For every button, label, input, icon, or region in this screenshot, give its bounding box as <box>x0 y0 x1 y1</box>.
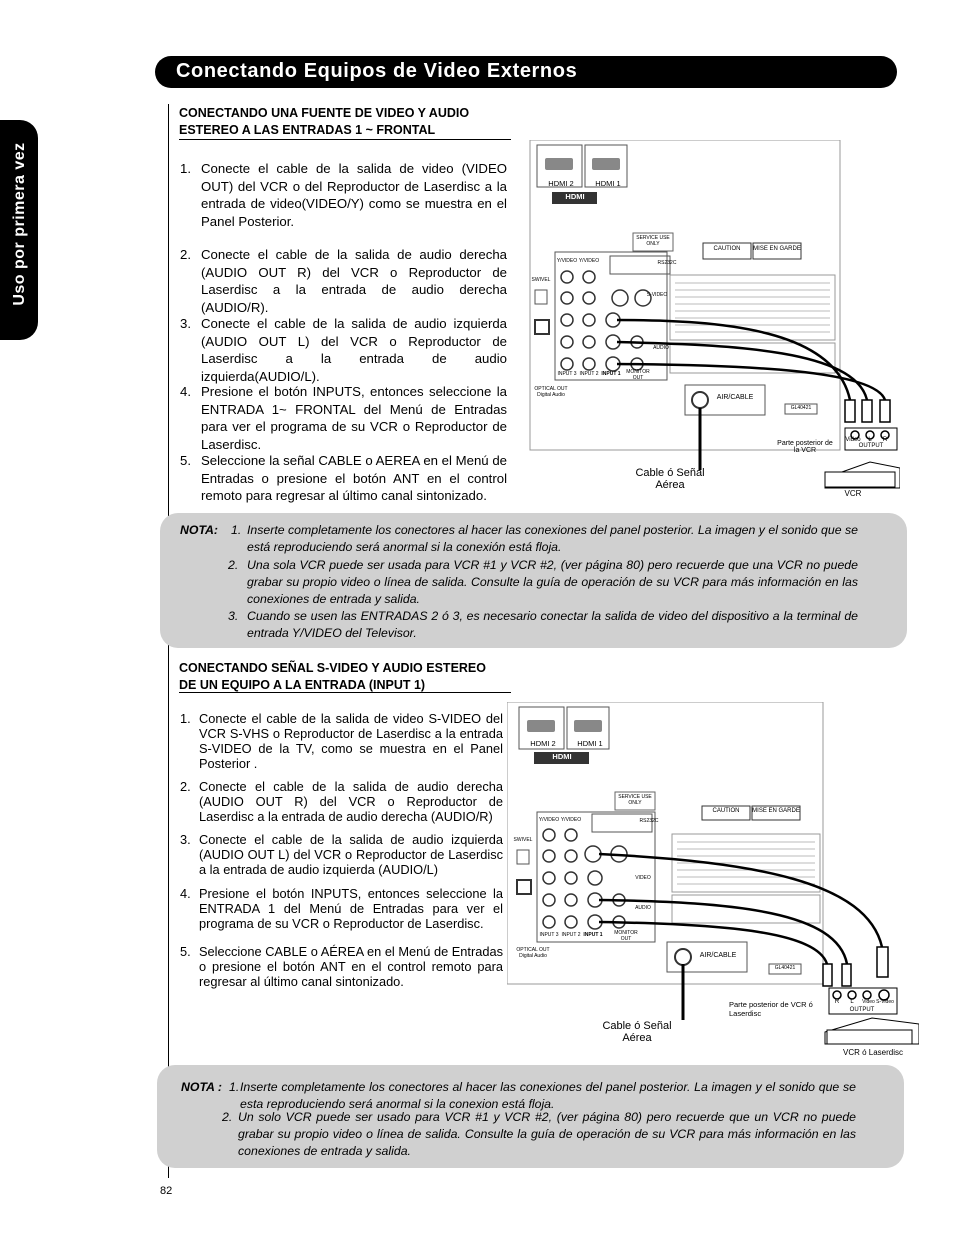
diagram2-digital-audio-label: Digital Audio <box>519 953 547 959</box>
diagram1-yvideo1-label: Y/VIDEO <box>556 258 578 264</box>
diagram2-input2-label: INPUT 2 <box>561 932 581 938</box>
diagram2-rs232-label: RS232C <box>639 818 659 824</box>
page-number: 82 <box>160 1185 173 1197</box>
diagram2-vcr-ld-label: VCR ó Laserdisc <box>842 1048 904 1057</box>
diagram1-model-label: GL40421 <box>790 405 812 411</box>
step-text: Presione el botón INPUTS, entonces seleccione la ENTRADA 1 del Menú de Entradas para ver el programa de su VCR o Reproductor de Laserdisc. <box>199 886 503 931</box>
connection-diagram-1 <box>525 140 900 510</box>
side-tab-label: Uso por primera vez <box>11 142 28 306</box>
diagram1-monitor-out-label: MONITOR OUT <box>626 369 650 381</box>
diagram2-ld-svideo-label: Video S-Video <box>862 999 894 1005</box>
note1-item3-text: Cuando se usen las ENTRADAS 2 ó 3, es necesario conectar la salida de video del dispositivo a la terminal de entrada Y/VIDEO del Televisor. <box>247 609 858 640</box>
diagram2-model-label: GL40421 <box>774 965 796 971</box>
diagram2-swivel-label: SWIVEL <box>513 837 533 843</box>
diagram1-rs232-label: RS232C <box>657 260 677 266</box>
diagram2-ld-r-label: R <box>834 999 840 1005</box>
diagram1-vcr-rear-label: Parte posterior de la VCR <box>777 440 833 454</box>
diagram2-yvideo2-label: Y/VIDEO <box>560 817 582 823</box>
section1-steps <box>180 160 508 510</box>
note1-item3-num: 3. <box>228 609 239 623</box>
diagram1-input3-label: INPUT 3 <box>557 371 577 377</box>
step-text: Conecte el cable de la salida de audio izquierda (AUDIO OUT L) del VCR o Reproductor de Laserdisc a la entrada de audio izquierda (AUDIO/L) <box>199 832 503 877</box>
diagram2-ld-rear-label: Parte posterior de VCR ó Laserdisc <box>729 1000 813 1018</box>
diagram2-video-label: VIDEO <box>635 875 651 881</box>
step-text: Seleccione la señal CABLE o AEREA en el Menú de Entradas o presione el botón ANT en el control remoto para regresar al último canal sintonizado. <box>201 453 507 503</box>
note1-item2-text: Una sola VCR puede ser usada para VCR #1 y VCR #2, (ver página 80) pero recuerde que una VCR no puede grabar su propio video o línea de salida. Consulte la guía de operación de su VCR para más información en las conexiones de entrada y salida. <box>247 558 858 606</box>
note1-item2-num: 2. <box>228 558 239 572</box>
diagram1-input2-label: INPUT 2 <box>579 371 599 377</box>
diagram1-audio-label: AUDIO <box>653 345 669 351</box>
page-title: Conectando Equipos de Video Externos <box>176 60 578 82</box>
step-number: 1. <box>180 711 191 726</box>
diagram1-mise-label: MISE EN GARDE <box>753 246 801 252</box>
note2-label: NOTA : <box>181 1080 222 1094</box>
diagram1-vcr-label: VCR <box>844 489 862 498</box>
diagram1-air-cable-label: AIR/CABLE <box>716 394 754 401</box>
diagram2-optical-label: OPTICAL OUT <box>516 947 550 953</box>
diagram1-cable-label: Cable ó Señal Aérea <box>635 467 705 491</box>
step-number: 4. <box>180 886 191 901</box>
diagram2-input1-label: INPUT 1 <box>583 932 603 938</box>
diagram2-mise-label: MISE EN GARDE <box>752 808 800 814</box>
step-text: Conecte el cable de la salida de video S-VIDEO del VCR S-VHS o Reproductor de Laserdisc a la entrada S-VIDEO de la TV, como se muestra en el Panel Posterior . <box>199 711 503 771</box>
section2-title-rule <box>179 692 511 693</box>
step-number: 3. <box>180 832 191 847</box>
step-text: Seleccione CABLE o AÉREA en el Menú de Entradas o presione el botón ANT en el control remoto para regresar al último canal sintonizado. <box>199 944 503 989</box>
diagram2-ld-l-label: L <box>850 999 854 1005</box>
note1-item1-text: Inserte completamente los conectores al hacer las conexiones del panel posterior. La imagen y el sonido que se está reproduciendo será anormal si la conexión está floja. <box>247 523 858 554</box>
section2-steps <box>180 711 504 1001</box>
note2-item1-num: 1. <box>229 1080 240 1094</box>
diagram1-hdmi2-label: HDMI 2 <box>548 179 574 188</box>
step-number: 5. <box>180 944 191 959</box>
diagram2-air-cable-label: AIR/CABLE <box>699 952 737 959</box>
section1-title-rule <box>179 139 511 140</box>
step-text: Conecte el cable de la salida de audio derecha (AUDIO OUT R) del VCR o Reproductor de Laserdisc a la entrada de audio derecha (AUDIO/R) <box>199 779 503 824</box>
note2-item1-text: Inserte completamente los conectores al hacer las conexiones del panel posterior. La imagen y el sonido que se esta reproduciendo será anormal si la conexion está floja. <box>240 1080 856 1111</box>
diagram1-vcr-l-label: L <box>868 437 872 443</box>
diagram2-cable-label: Cable ó Señal Aérea <box>602 1020 672 1044</box>
diagram1-swivel-label: SWIVEL <box>531 277 551 283</box>
step-text: Conecte el cable de la salida de video (VIDEO OUT) del VCR o del Reproductor de Laserdisc a la entrada de video(VIDEO/Y) como se muestra en el Panel Posterior. <box>201 161 507 229</box>
step-text: Conecte el cable de la salida de audio derecha (AUDIO OUT R) del VCR o Reproductor de Laserdisc a la entrada de audio derecha (AUDIO/R). <box>201 247 507 315</box>
diagram1-input1-label: INPUT 1 <box>601 371 621 377</box>
step-number: 2. <box>180 779 191 794</box>
step-text: Presione el botón INPUTS, entonces seleccione la ENTRADA 1~ FRONTAL del Menú de Entradas para ver el programa de su VCR o Reproductor de Laserdisc. <box>201 384 507 452</box>
diagram1-hdmi-logo: HDMI <box>565 192 585 201</box>
connection-diagram-2 <box>507 702 919 1064</box>
diagram2-monitor-out-label: MONITOR OUT <box>614 930 638 942</box>
section2-title-line2: DE UN EQUIPO A LA ENTRADA (INPUT 1) <box>179 678 426 692</box>
diagram2-service-label: SERVICE USE ONLY <box>618 794 652 806</box>
section1-title-line2: ESTEREO A LAS ENTRADAS 1 ~ FRONTAL <box>179 123 436 137</box>
note2-item2-num: 2. <box>222 1110 233 1124</box>
diagram2-input3-label: INPUT 3 <box>539 932 559 938</box>
section2-title-line1: CONECTANDO SEÑAL S-VIDEO Y AUDIO ESTEREO <box>179 661 486 675</box>
section1-title-line1: CONECTANDO UNA FUENTE DE VIDEO Y AUDIO <box>179 106 470 120</box>
diagram2-yvideo1-label: Y/VIDEO <box>538 817 560 823</box>
note2-item2-text: Un solo VCR puede ser usado para VCR #1 y VCR #2, (ver página 80) pero recuerde que un VCR no puede grabar su propio video o línea de salida. Consulte la guía de operación de su VCR para más información en las conexiones de entrada y salida. <box>238 1110 856 1158</box>
diagram2-hdmi-logo: HDMI <box>552 752 572 761</box>
note1-label: NOTA: <box>180 523 219 537</box>
step-text: Conecte el cable de la salida de audio izquierda (AUDIO OUT L) del VCR o Reproductor de Laserdisc a la entrada de audio izquierda(AUDIO/L). <box>201 316 507 384</box>
diagram1-vcr-video-label: Video <box>845 437 861 443</box>
diagram1-svideo-label: S-VIDEO <box>646 292 668 298</box>
step-number: 1. <box>180 161 191 176</box>
diagram1-optical-label: OPTICAL OUT <box>534 386 568 392</box>
step-number: 4. <box>180 384 191 399</box>
diagram2-hdmi1-label: HDMI 1 <box>577 739 603 748</box>
step-number: 3. <box>180 316 191 331</box>
diagram1-caution-label: CAUTION <box>713 246 741 252</box>
diagram1-yvideo2-label: Y/VIDEO <box>578 258 600 264</box>
note1-item1-num: 1. <box>231 523 242 537</box>
step-number: 2. <box>180 247 191 262</box>
diagram1-service-label: SERVICE USE ONLY <box>636 235 670 247</box>
diagram2-hdmi2-label: HDMI 2 <box>530 739 556 748</box>
diagram1-digital-audio-label: Digital Audio <box>537 392 565 398</box>
diagram2-audio-label: AUDIO <box>635 905 651 911</box>
diagram2-ld-output-label: OUTPUT <box>849 1007 875 1013</box>
step-number: 5. <box>180 453 191 468</box>
diagram1-vcr-r-label: R <box>882 437 888 443</box>
diagram1-vcr-output-label: OUTPUT <box>858 443 884 449</box>
diagram1-hdmi1-label: HDMI 1 <box>595 179 621 188</box>
diagram2-caution-label: CAUTION <box>712 808 740 814</box>
